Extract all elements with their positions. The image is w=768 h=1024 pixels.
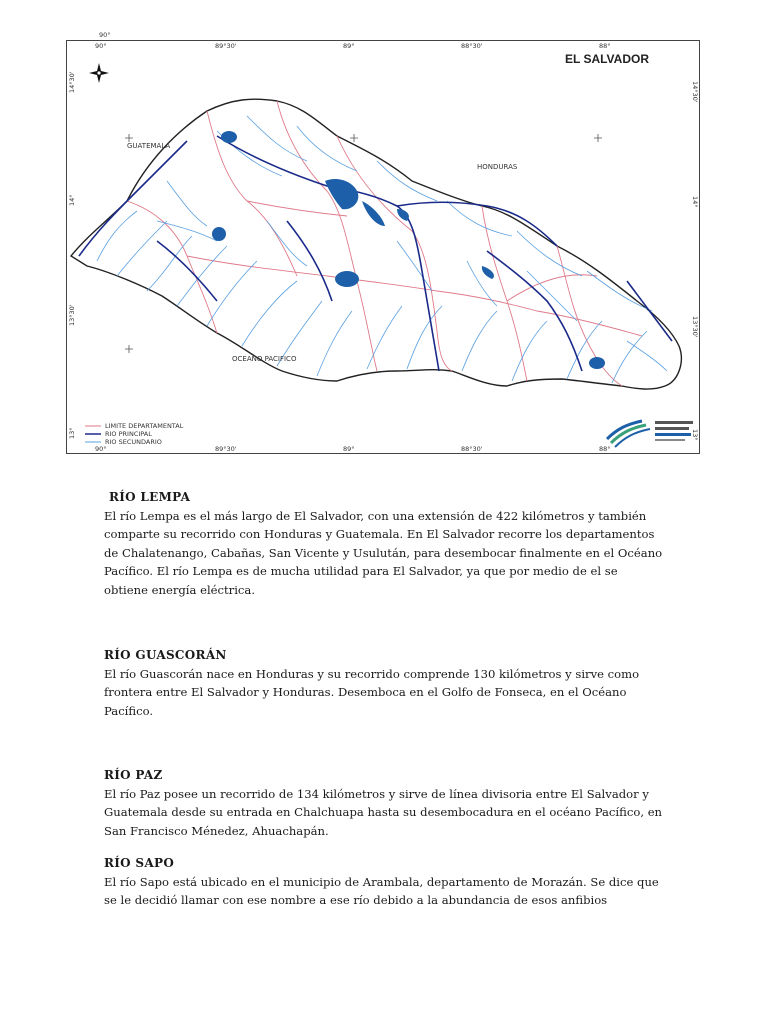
el-salvador-map (66, 31, 700, 454)
svg-text:13°: 13° (691, 429, 699, 441)
section-title: RÍO SAPO (104, 856, 175, 870)
svg-text:89°: 89° (343, 42, 355, 50)
section-text: El río Sapo está ubicado en el municipio de Arambala, departamento de Morazán. Se dice que se le decidió llamar con ese nombre a ese río debido a la abundancia de esos anfibios (104, 874, 659, 907)
svg-text:88°: 88° (599, 42, 611, 50)
label-honduras: HONDURAS (477, 163, 518, 171)
svg-text:89°: 89° (343, 445, 355, 453)
lake-coatepeque (212, 227, 226, 241)
section-rio-lempa (104, 488, 664, 599)
svg-text:89°30': 89°30' (215, 445, 237, 453)
section-text: El río Lempa es el más largo de El Salvador, con una extensión de 422 kilómetros y también comparte su recorrido con Honduras y Guatemala. En El Salvador recorre los departamentos de Chalatenango, Cabañas, San Vicente y Usulután, para desembocar finalmente en el Océano Pacífico. El río Lempa es de mucha utilidad para El Salvador, ya que por medio de el se obtiene energía eléctrica. (104, 508, 663, 597)
svg-text:90°: 90° (95, 445, 107, 453)
section-title: RÍO PAZ (104, 768, 163, 782)
svg-text:88°30': 88°30' (461, 445, 483, 453)
svg-text:14°30': 14°30' (691, 81, 699, 103)
svg-text:89°30': 89°30' (215, 42, 237, 50)
lake-ilopango (335, 271, 359, 287)
label-ocean: OCEANO PACIFICO (232, 355, 297, 363)
lake-olomega (589, 357, 605, 369)
svg-text:14°30': 14°30' (68, 71, 76, 93)
legend-item: RIO SECUNDARIO (105, 438, 162, 446)
map-title: EL SALVADOR (565, 52, 650, 66)
section-rio-sapo (104, 854, 664, 910)
section-rio-guascoran (104, 646, 664, 720)
svg-text:13°30': 13°30' (68, 304, 76, 326)
svg-text:88°30': 88°30' (461, 42, 483, 50)
section-text: El río Guascorán nace en Honduras y su recorrido comprende 130 kilómetros y sirve como frontera entre El Salvador y Honduras. Desemboca en el Golfo de Fonseca, en el Océano Pacífico. (104, 666, 640, 718)
svg-text:90°: 90° (95, 42, 107, 50)
svg-text:13°30': 13°30' (691, 316, 699, 338)
top-ticks (99, 31, 111, 39)
svg-text:14°: 14° (68, 194, 76, 206)
svg-text:88°: 88° (599, 445, 611, 453)
section-title: RÍO GUASCORÁN (104, 648, 227, 662)
section-text: El río Paz posee un recorrido de 134 kilómetros y sirve de línea divisoria entre El Salvador y Guatemala desde su entrada en Chalchuapa hasta su desembocadura en el océano Pacífico, en San Francisco Ménedez, Ahuachapán. (104, 786, 663, 838)
lake-guija (221, 131, 237, 143)
legend-item: RIO PRINCIPAL (105, 430, 152, 438)
top-tick: 90° (99, 31, 111, 39)
section-rio-paz (104, 766, 664, 840)
label-guatemala: GUATEMALA (127, 142, 171, 150)
section-title: RÍO LEMPA (109, 490, 191, 504)
svg-text:13°: 13° (68, 427, 76, 439)
svg-text:14°: 14° (691, 196, 699, 208)
legend-item: LIMITE DEPARTAMENTAL (105, 422, 184, 430)
